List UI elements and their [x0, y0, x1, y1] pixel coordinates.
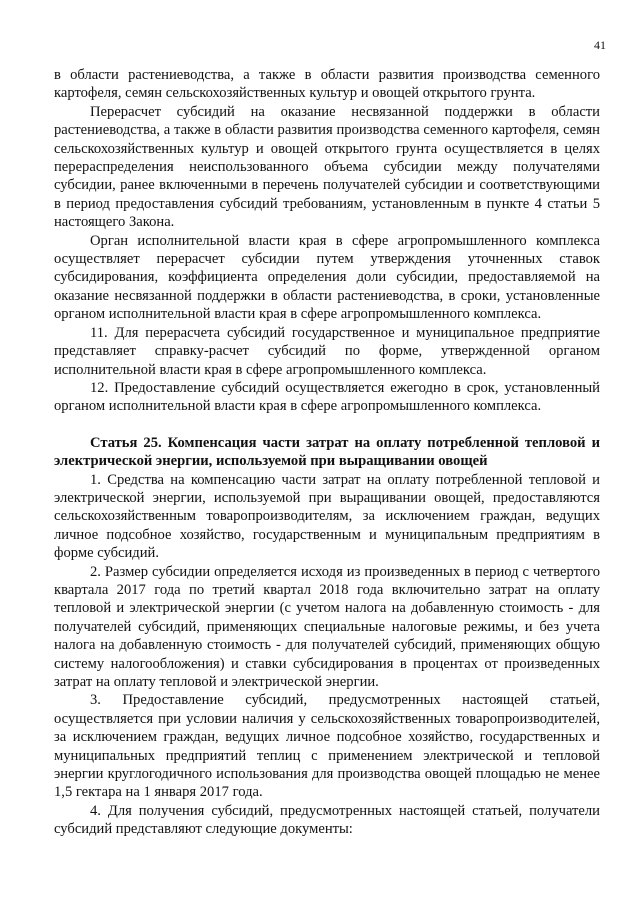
paragraph: Перерасчет субсидий на оказание несвязанной поддержки в области растениеводства, а также в области развития производства семенного картофеля, семян сельскохозяйственных культур и овощей открытого грунта осуществляется в целях перераспределения неиспользованного объема субсидии между получателями субсидии, ранее включенными в перечень получателей субсидии и соответствующими в период предоставления субсидий требованиям, установленным в пункте 4 статьи 5 настоящего Закона.: [54, 103, 600, 231]
article-title: Статья 25. Компенсация части затрат на оплату потребленной тепловой и электрической энергии, используемой при выращивании овощей: [54, 434, 600, 470]
paragraph: 11. Для перерасчета субсидий государственное и муниципальное предприятие представляет справку-расчет субсидий по форме, утвержденной органом исполнительной власти края в сфере агропромышленного комплекса.: [54, 324, 600, 378]
paragraph: Орган исполнительной власти края в сфере агропромышленного комплекса осуществляет перерасчет субсидии путем утверждения уточненных ставок субсидирования, коэффициента определения доли субсидии, предоставляемой на оказание несвязанной поддержки в области растениеводства, в сроки, установленные органом исполнительной власти края в сфере агропромышленного комплекса.: [54, 232, 600, 323]
paragraph: 12. Предоставление субсидий осуществляется ежегодно в срок, установленный органом исполнительной власти края в сфере агропромышленного комплекса.: [54, 379, 600, 415]
page-number: 41: [594, 38, 606, 52]
paragraph: 2. Размер субсидии определяется исходя из произведенных в период с четвертого квартала 2017 года по третий квартал 2018 года включительно затрат на оплату тепловой и электрической энергии (с учетом налога на добавленную стоимость - для получателей субсидий, применяющих специальные налоговые режимы, и без учета налога на добавленную стоимость - для получателей субсидий, применяющих общую систему налогообложения) и ставки субсидирования в процентах от произведенных затрат на оплату тепловой и электрической энергии.: [54, 563, 600, 690]
paragraph: 1. Средства на компенсацию части затрат на оплату потребленной тепловой и электрической энергии, используемой при выращивании овощей, предоставляются сельскохозяйственным товаропроизводителям, за исключением граждан, ведущих личное подсобное хозяйство, государственным и муниципальным предприятиям в форме субсидий.: [54, 471, 600, 562]
document-body: [54, 66, 600, 839]
paragraph: в области растениеводства, а также в области развития производства семенного картофеля, семян сельскохозяйственных культур и овощей открытого грунта.: [54, 67, 600, 102]
paragraph: 4. Для получения субсидий, предусмотренных настоящей статьей, получатели субсидий представляют следующие документы:: [54, 802, 600, 838]
paragraph: 3. Предоставление субсидий, предусмотренных настоящей статьей, осуществляется при условии наличия у сельскохозяйственных товаропроизводителей, за исключением граждан, ведущих личное подсобное хозяйство, государственных и муниципальных предприятий теплиц с применением электрической и тепловой энергии круглогодичного использования для производства овощей площадью не менее 1,5 гектара на 1 января 2017 года.: [54, 692, 600, 801]
